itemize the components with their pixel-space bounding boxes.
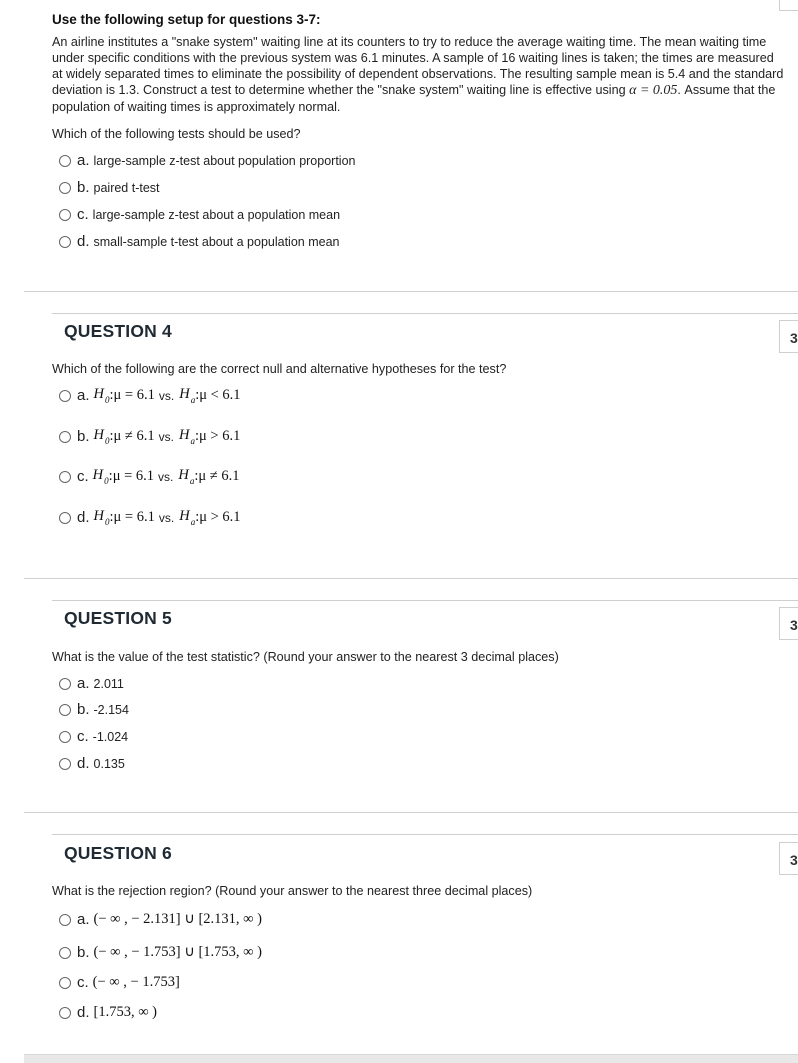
option-text: paired t-test (93, 180, 160, 195)
radio-button[interactable] (59, 914, 71, 926)
radio-button[interactable] (59, 182, 71, 194)
null-hypothesis-symbol: $H_0$ (92, 467, 109, 486)
option-text: (− ∞ , − 2.131] ∪ [2.131, ∞ ) (93, 911, 262, 927)
radio-button[interactable] (59, 236, 71, 248)
radio-button[interactable] (59, 155, 71, 167)
setup-title: Use the following setup for questions 3-7: (52, 12, 321, 27)
q4-prompt: Which of the following are the correct null and alternative hypotheses for the test? (52, 362, 507, 376)
question-4-title: QUESTION 4 (64, 321, 172, 341)
question-5-points: 3 (779, 607, 798, 640)
option-text: [1.753, ∞ ) (93, 1004, 158, 1020)
null-hypothesis: :μ = 6.1 (109, 387, 155, 403)
vs-label: vs. (158, 388, 175, 403)
null-hypothesis-symbol: $H_0$ (93, 386, 110, 405)
radio-button[interactable] (59, 678, 71, 690)
q3-prompt: Which of the following tests should be used? (52, 127, 301, 141)
alt-hypothesis-symbol: $H_a$ (178, 467, 195, 486)
vs-label: vs. (158, 429, 174, 444)
radio-button[interactable] (59, 209, 71, 221)
q5-option-d[interactable] (59, 755, 125, 772)
setup-paragraph: An airline institutes a "snake system" waiting line at its counters to try to reduce the average waiting time. The mean waiting time under specific conditions with the previous system was 6.1 minutes. A sample of 16 waiting lines is taken; the times are measured at widely separated times to eliminate the possibility of dependent observations. The resulting sample mean is 5.4 and the standard deviation is 1.3. Construct a test to determine whether the "snake system" waiting line is effective using (52, 35, 784, 97)
question-4-points: 3 (779, 320, 798, 353)
section-divider (24, 812, 798, 813)
section-divider (24, 291, 798, 292)
option-text: small-sample t-test about a population mean (93, 234, 340, 249)
option-letter: a. (77, 675, 90, 692)
alt-hypothesis: :μ < 6.1 (195, 387, 241, 403)
option-letter: a. (77, 387, 90, 404)
setup-paragraph-end: . Assume that the population of waiting times is approximately normal. (52, 83, 776, 114)
vs-label: vs. (158, 469, 174, 484)
option-letter: d. (77, 509, 90, 526)
q3-option-c[interactable] (59, 206, 340, 223)
alt-hypothesis-symbol: $H_a$ (178, 427, 195, 446)
radio-button[interactable] (59, 431, 71, 443)
q3-option-a[interactable] (59, 152, 355, 169)
option-letter: b. (77, 179, 90, 196)
q3-option-d[interactable] (59, 233, 339, 250)
radio-button[interactable] (59, 512, 71, 524)
radio-button[interactable] (59, 471, 71, 483)
option-text: (− ∞ , − 1.753] (92, 974, 180, 990)
question-6-title: QUESTION 6 (64, 843, 172, 863)
q6-option-d[interactable] (59, 1004, 157, 1021)
option-letter: a. (77, 152, 90, 169)
q3-option-b[interactable] (59, 179, 160, 196)
question-4-header-line (52, 313, 798, 314)
option-text: 2.011 (93, 676, 124, 691)
null-hypothesis: :μ ≠ 6.1 (109, 428, 155, 444)
alpha-value: α = 0.05 (629, 83, 678, 98)
radio-button[interactable] (59, 977, 71, 989)
vs-label: vs. (158, 510, 175, 525)
alt-hypothesis-symbol: $H_a$ (179, 508, 196, 527)
setup-text (52, 34, 787, 115)
q4-option-c[interactable] (59, 467, 239, 486)
alt-hypothesis: :μ > 6.1 (194, 428, 241, 444)
q5-prompt: What is the value of the test statistic? (Round your answer to the nearest 3 decimal places) (52, 650, 559, 664)
question-5-title: QUESTION 5 (64, 608, 172, 628)
question-6-points: 3 (779, 842, 798, 875)
option-letter: d. (77, 233, 90, 250)
q4-option-b[interactable] (59, 427, 240, 446)
q5-option-c[interactable] (59, 728, 128, 745)
option-letter: b. (77, 701, 90, 718)
option-letter: c. (77, 974, 89, 991)
section-divider (24, 578, 798, 579)
option-text: -2.154 (93, 702, 129, 717)
option-text: large-sample z-test about population proportion (93, 153, 356, 168)
q6-option-c[interactable] (59, 974, 180, 991)
option-text: large-sample z-test about a population mean (92, 207, 341, 222)
option-letter: c. (77, 728, 89, 745)
radio-button[interactable] (59, 704, 71, 716)
question-5-header-line (52, 600, 798, 601)
option-text: 0.135 (93, 756, 125, 771)
option-letter: c. (77, 206, 89, 223)
alt-hypothesis: :μ > 6.1 (195, 509, 241, 525)
option-letter: b. (77, 428, 90, 445)
option-letter: a. (77, 911, 90, 928)
null-hypothesis-symbol: $H_0$ (93, 427, 110, 446)
q6-option-b[interactable] (59, 944, 262, 961)
radio-button[interactable] (59, 758, 71, 770)
q5-option-a[interactable] (59, 675, 124, 692)
question-6-header-line (52, 834, 798, 835)
alt-hypothesis: :μ ≠ 6.1 (194, 468, 240, 484)
option-letter: b. (77, 944, 90, 961)
alt-hypothesis-symbol: $H_a$ (179, 386, 196, 405)
option-letter: c. (77, 468, 89, 485)
q5-option-b[interactable] (59, 701, 129, 718)
radio-button[interactable] (59, 1007, 71, 1019)
radio-button[interactable] (59, 947, 71, 959)
option-text: -1.024 (92, 729, 129, 744)
q6-prompt: What is the rejection region? (Round your answer to the nearest three decimal places) (52, 884, 533, 898)
q4-option-a[interactable] (59, 386, 241, 405)
top-right-frame (779, 0, 798, 11)
null-hypothesis: :μ = 6.1 (108, 468, 155, 484)
q6-option-a[interactable] (59, 911, 262, 928)
radio-button[interactable] (59, 390, 71, 402)
option-letter: d. (77, 755, 90, 772)
null-hypothesis-symbol: $H_0$ (93, 508, 110, 527)
radio-button[interactable] (59, 731, 71, 743)
option-letter: d. (77, 1004, 90, 1021)
q4-option-d[interactable] (59, 508, 241, 527)
null-hypothesis: :μ = 6.1 (109, 509, 155, 525)
option-text: (− ∞ , − 1.753] ∪ [1.753, ∞ ) (93, 944, 262, 960)
